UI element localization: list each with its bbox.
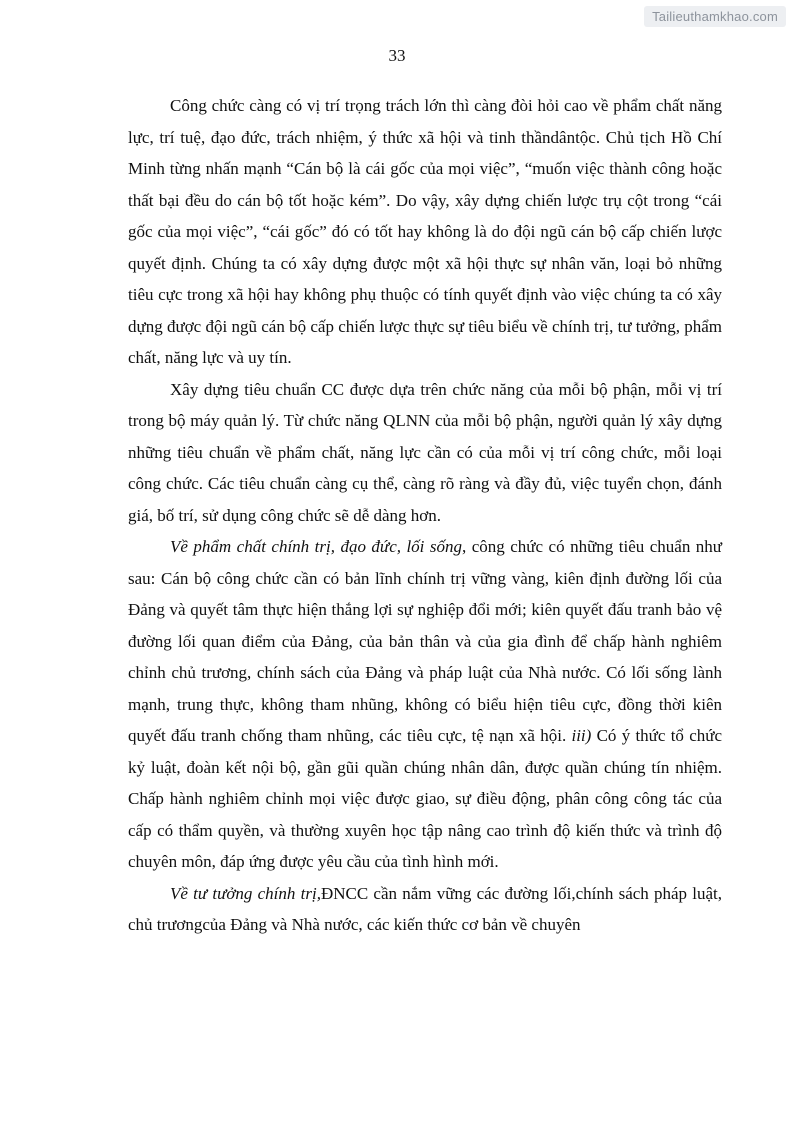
paragraph-2-text: Xây dựng tiêu chuẩn CC được dựa trên chức năng của mỗi bộ phận, mỗi vị trí trong bộ máy quản lý. Từ chức năng QLNN của mỗi bộ phận, người quản lý xây dựng những tiêu chuẩn về phẩm chất, năng lực cần có của mỗi vị trí công chức, mỗi loại công chức. Các tiêu chuẩn càng cụ thể, càng rõ ràng và đầy đủ, việc tuyển chọn, đánh giá, bố trí, sử dụng công chức sẽ dễ dàng hơn. <box>128 379 722 525</box>
paragraph-4-body: ĐNCC cần nắm vững các đường lối,chính sách pháp luật, chủ trươngcủa Đảng và Nhà nước, các kiến thức cơ bản về chuyên <box>128 883 723 934</box>
paragraph-2 <box>128 374 722 532</box>
paragraph-1-text: Công chức càng có vị trí trọng trách lớn thì càng đòi hỏi cao về phẩm chất năng lực, trí tuệ, đạo đức, trách nhiệm, ý thức xã hội và tinh thầndântộc. Chủ tịch Hồ Chí Minh từng nhấn mạnh “Cán bộ là cái gốc của mọi việc”, “muốn việc thành công hoặc thất bại đều do cán bộ tốt hoặc kém”. Do vậy, xây dựng chiến lược trụ cột trong “cái gốc của mọi việc”, “cái gốc” đó có tốt hay không là do đội ngũ cán bộ cấp chiến lược quyết định. Chúng ta có xây dựng được một xã hội thực sự nhân văn, loại bỏ những tiêu cực trong xã hội hay không phụ thuộc có tính quyết định vào việc chúng ta có xây dựng được đội ngũ cán bộ cấp chiến lược thực sự tiêu biểu về chính trị, tư tưởng, phẩm chất, năng lực và uy tín. <box>128 96 722 367</box>
page-number: 33 <box>388 46 406 65</box>
site-watermark-link[interactable]: Tailieuthamkhao.com <box>644 6 786 27</box>
paragraph-3-lead-italic: Về phẩm chất chính trị, đạo đức, lối sống <box>170 537 463 556</box>
page-content <box>128 90 722 941</box>
paragraph-4-lead-italic: Về tư tưởng chính trị, <box>170 883 321 903</box>
paragraph-1 <box>128 90 722 374</box>
paragraph-3-body-b: Có ý thức tổ chức kỷ luật, đoàn kết nội bộ, gần gũi quần chúng nhân dân, được quần chúng tín nhiệm. Chấp hành nghiêm chỉnh mọi việc được giao, sự điều động, phân công công tác của cấp có thẩm quyền, và thường xuyên học tập nâng cao trình độ kiến thức và trình độ chuyên môn, đáp ứng được yêu cầu của tình hình mới. <box>128 726 722 871</box>
paragraph-3-marker-italic: iii) <box>571 726 592 745</box>
paragraph-4 <box>128 878 722 941</box>
paragraph-3 <box>128 531 722 878</box>
paragraph-3-body-a: , công chức có những tiêu chuẩn như sau: Cán bộ công chức cần có bản lĩnh chính trị vững vàng, kiên định đường lối của Đảng và quyết tâm thực hiện thắng lợi sự nghiệp đổi mới; kiên quyết đấu tranh bảo vệ đường lối quan điểm của Đảng, của bản thân và của gia đình để chấp hành nghiêm chỉnh chủ trương, chính sách của Đảng và pháp luật của Nhà nước. Có lối sống lành mạnh, trung thực, không tham nhũng, không có biểu hiện tiêu cực, đồng thời kiên quyết đấu tranh chống tham nhũng, các tiêu cực, tệ nạn xã hội. <box>128 537 723 745</box>
